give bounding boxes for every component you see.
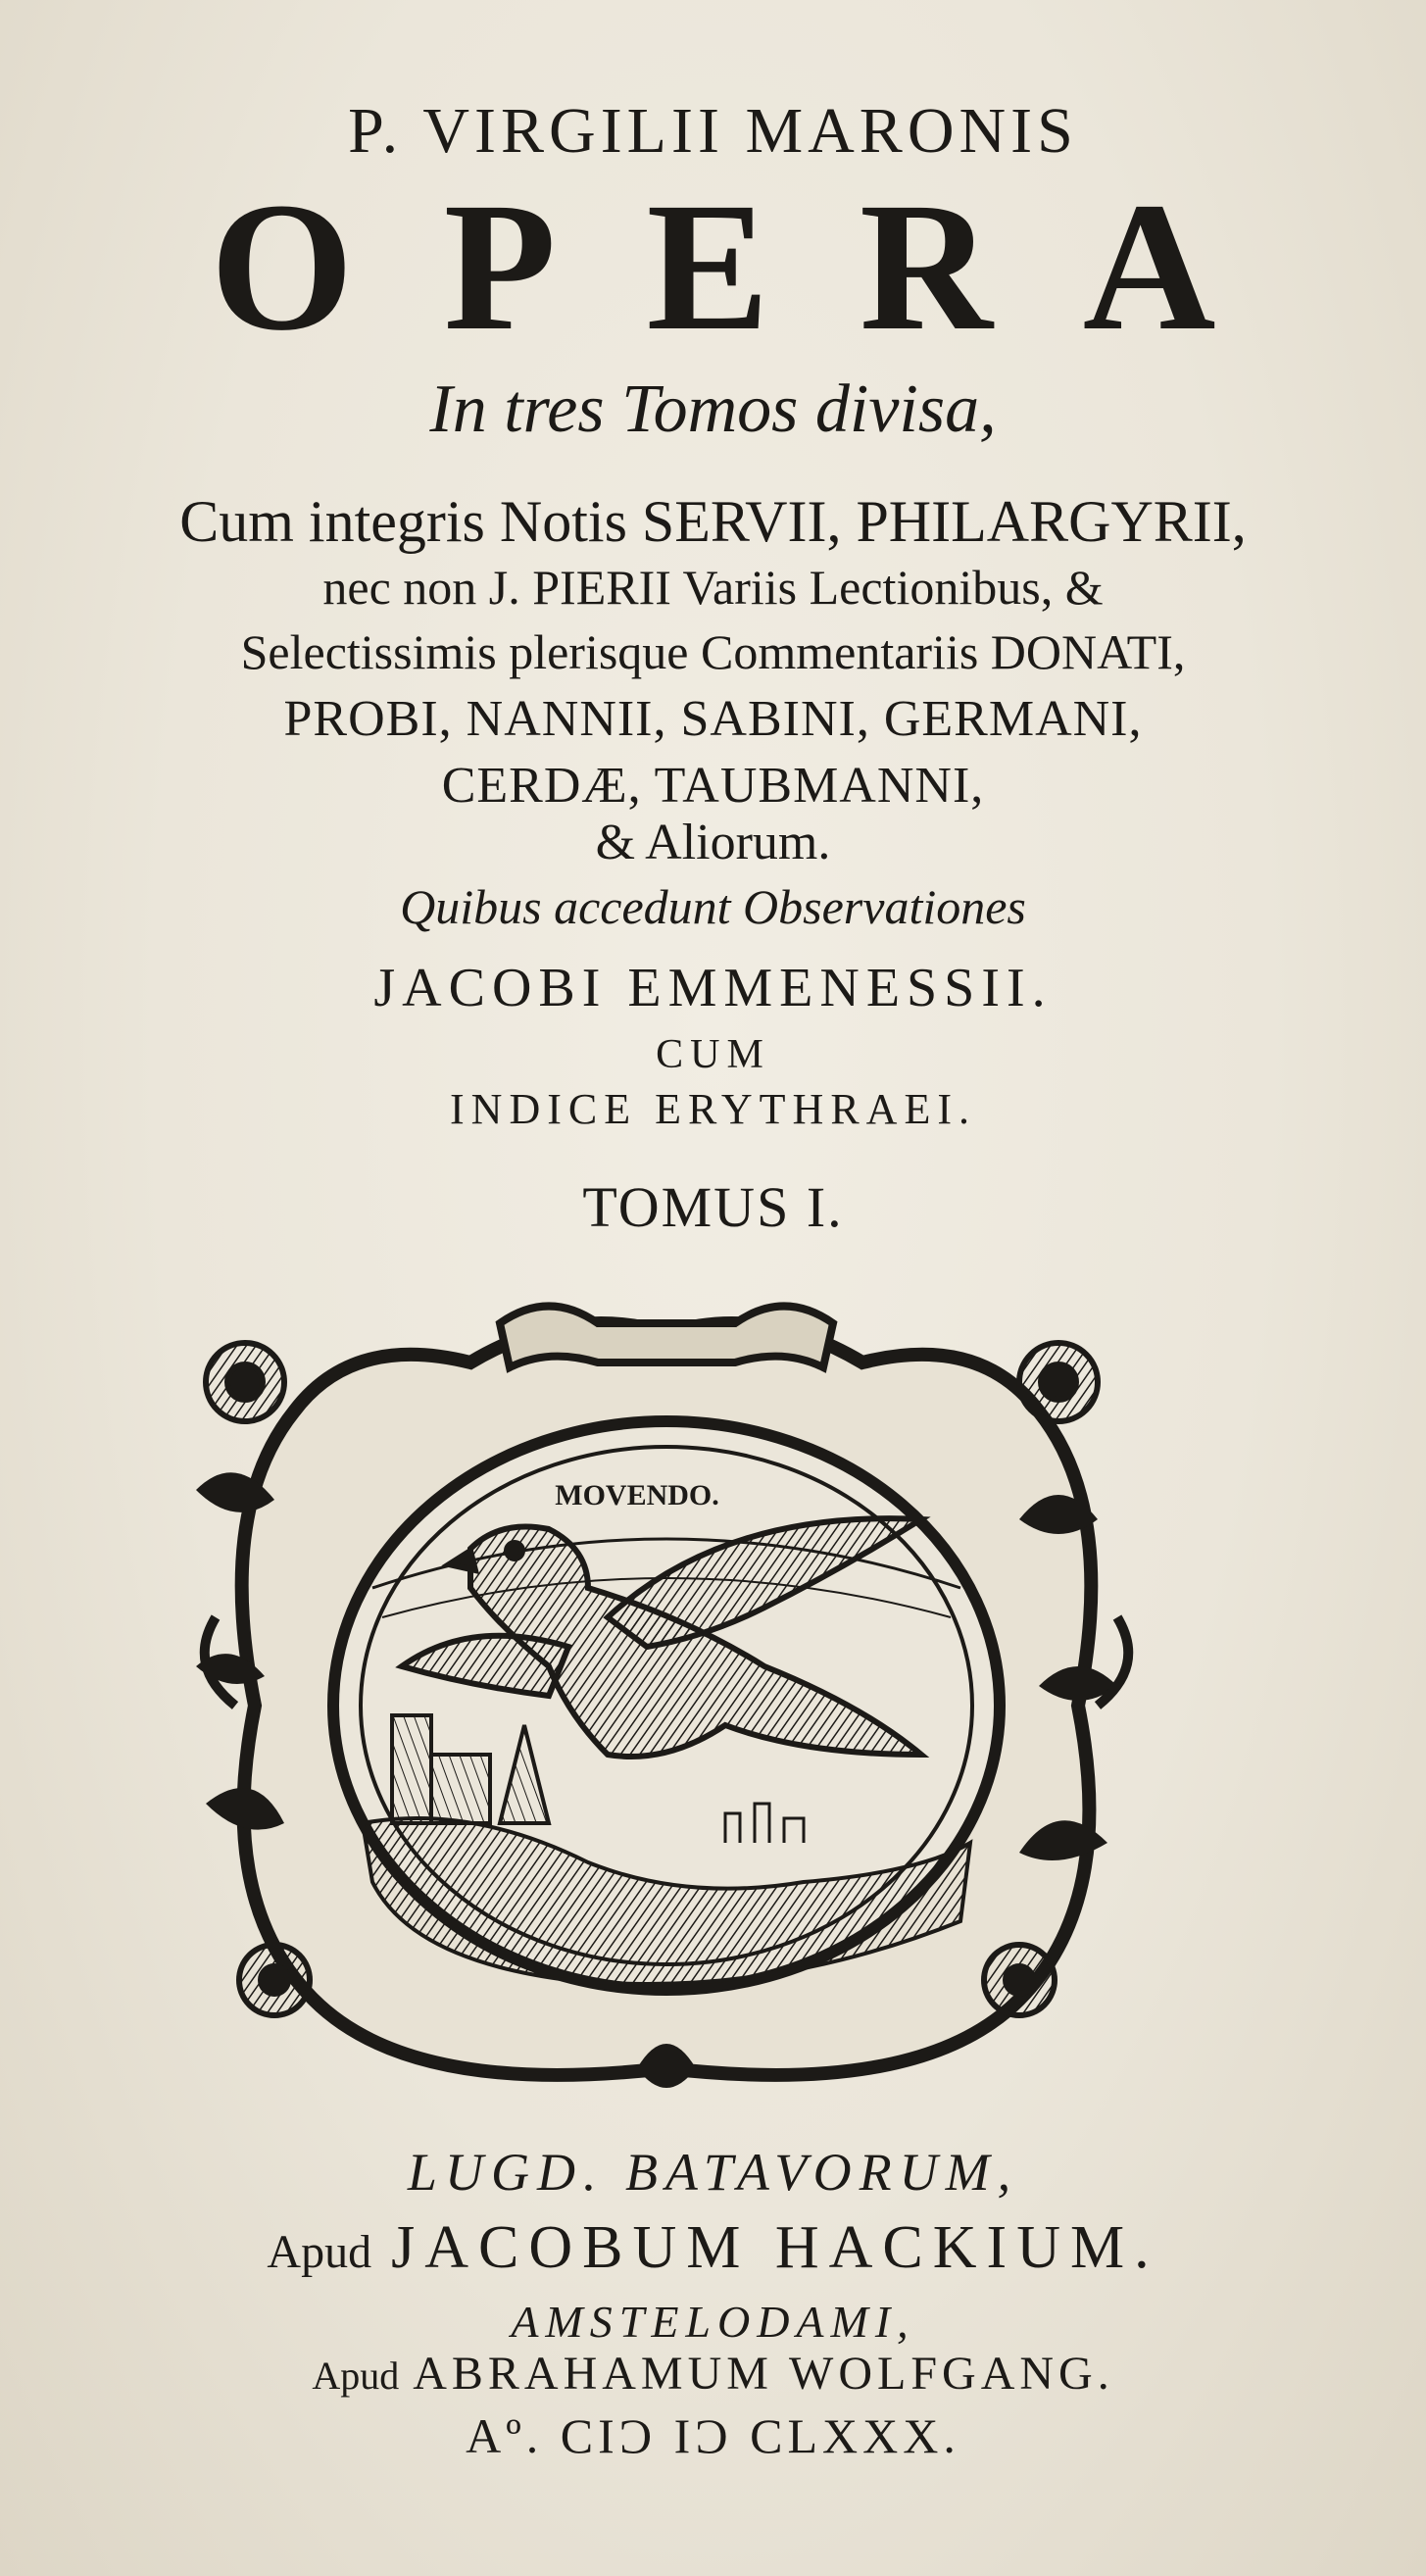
cum-line: CUM [656,1032,770,1077]
printers-device-illustration [176,1294,1156,2117]
device-motto: MOVENDO. [555,1479,719,1511]
volume-label: TOMUS I. [582,1175,844,1239]
printer-1: JACOBUM HACKIUM. [391,2214,1159,2281]
editors-line-5: CERDÆ, TAUBMANNI, [441,758,985,814]
rose-top-right [1019,1343,1098,1421]
imprint-year: Aº. CIƆ IƆ CLXXX. [466,2408,960,2463]
work-title: OPERA [210,164,1306,369]
apud-label-2: Apud [312,2353,400,2398]
imprint-place-1: LUGD. BATAVORUM, [407,2143,1019,2202]
observations-intro: Quibus accedunt Observationes [400,879,1026,934]
author-line: P. VIRGILII MARONIS [348,95,1078,167]
editors-line-4: PROBI, NANNII, SABINI, GERMANI, [283,691,1143,747]
imprint-printer-1-line [0,2213,1426,2283]
rose-bottom-right [984,1945,1055,2015]
imprint-place-2: AMSTELODAMI, [511,2297,915,2347]
editors-line-6: & Aliorum. [595,815,831,870]
editors-line-2: nec non J. PIERII Variis Lectionibus, & [322,560,1104,615]
rose-top-left [206,1343,284,1421]
editors-line-1: Cum integris Notis SERVII, PHILARGYRII, [179,489,1247,554]
editors-line-3: Selectissimis plerisque Commentariis DONATI, [240,624,1186,679]
index-line: INDICE ERYTHRAEI. [450,1085,976,1133]
division-line: In tres Tomos divisa, [429,372,997,447]
imprint-printer-2-line [0,2347,1426,2401]
rose-bottom-left [239,1945,310,2015]
observations-author: JACOBI EMMENESSII. [373,958,1053,1018]
apud-label-1: Apud [267,2226,372,2278]
printer-2: ABRAHAMUM WOLFGANG. [413,2348,1114,2400]
